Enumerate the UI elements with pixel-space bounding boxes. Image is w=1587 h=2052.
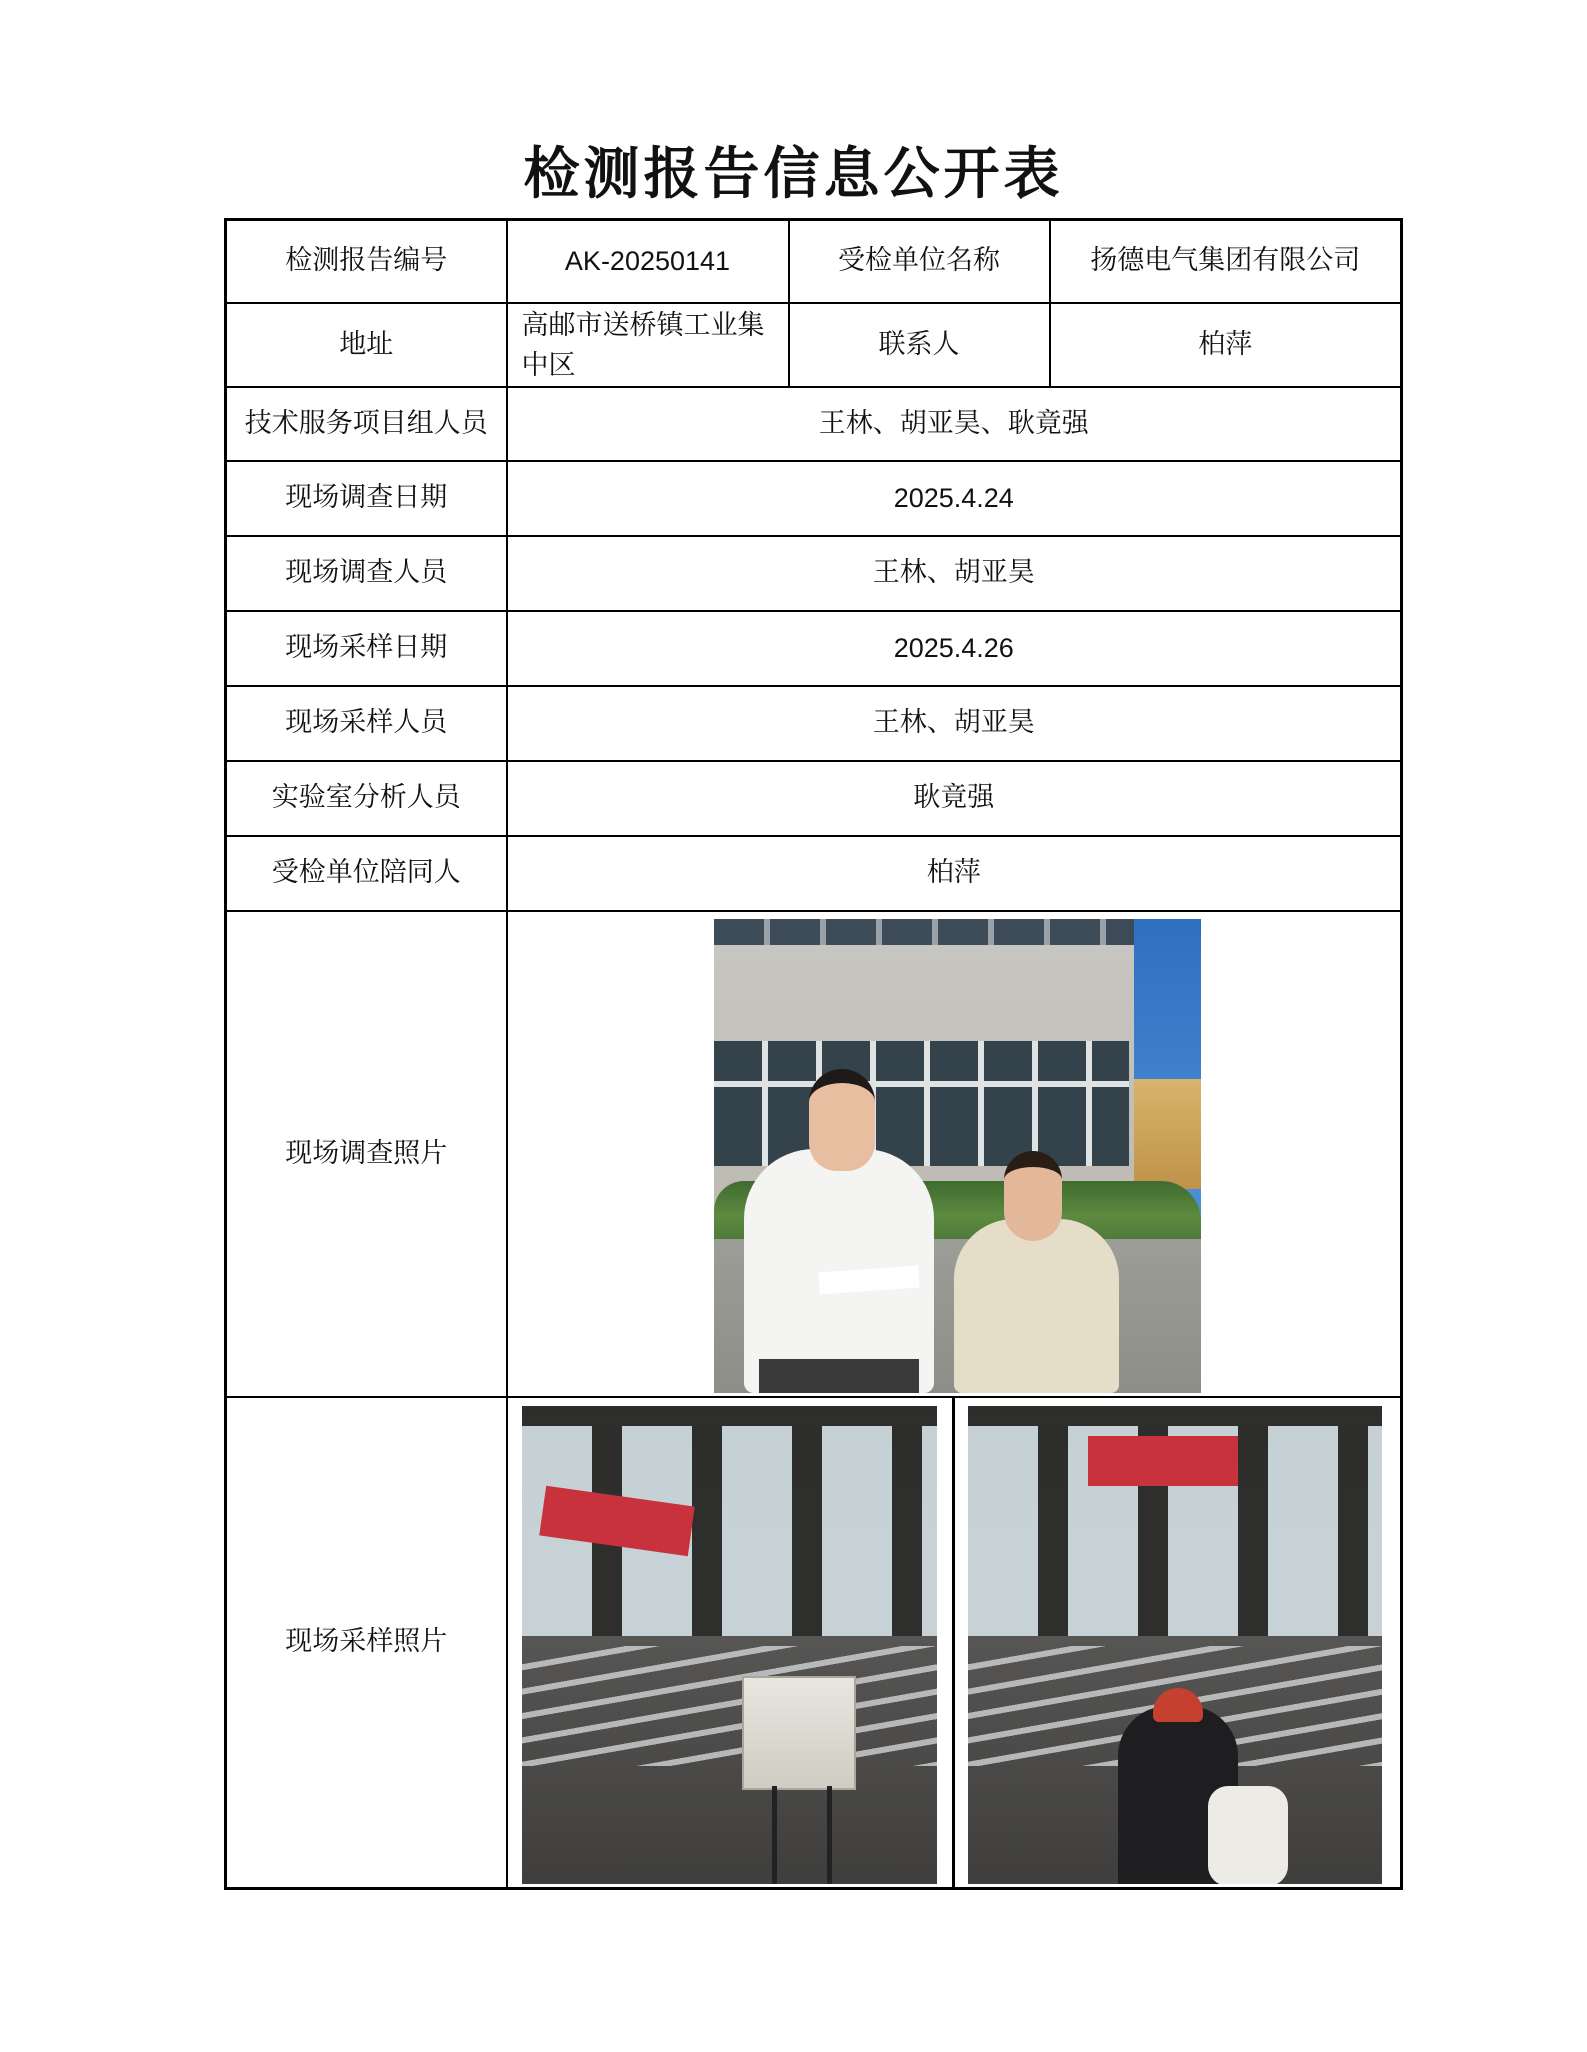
report-no-label: 检测报告编号 — [226, 220, 507, 303]
table-row-sampling-staff — [226, 686, 1402, 761]
report-no-value: AK-20250141 — [507, 220, 789, 303]
address-label: 地址 — [226, 303, 507, 387]
lab-staff-value: 耿竟强 — [507, 761, 1402, 836]
contact-value: 柏萍 — [1050, 303, 1402, 387]
escort-value: 柏萍 — [507, 836, 1402, 911]
survey-photo-cell — [507, 911, 1402, 1397]
photo-red-banner — [1088, 1436, 1238, 1486]
photo-person-man-pants — [759, 1359, 919, 1393]
page-title: 检测报告信息公开表 — [523, 141, 1064, 207]
project-team-label: 技术服务项目组人员 — [226, 387, 507, 461]
sampling-photo-2 — [968, 1406, 1382, 1884]
sampling-photo-label: 现场采样照片 — [226, 1397, 507, 1889]
photo-tripod — [772, 1786, 832, 1884]
lab-staff-label: 实验室分析人员 — [226, 761, 507, 836]
sampling-date-value: 2025.4.26 — [507, 611, 1402, 686]
inspected-unit-label: 受检单位名称 — [789, 220, 1050, 303]
escort-label: 受检单位陪同人 — [226, 836, 507, 911]
table-row-sampling-photo — [226, 1397, 1402, 1889]
photo-steel-poles — [522, 1646, 937, 1766]
photo-divider — [952, 1398, 955, 1888]
photo-person-woman — [954, 1219, 1119, 1393]
table-row-escort — [226, 836, 1402, 911]
survey-photo — [714, 919, 1201, 1393]
project-team-value: 王林、胡亚昊、耿竟强 — [507, 387, 1402, 461]
photo-sampling-instrument — [742, 1676, 856, 1790]
report-info-table — [224, 218, 1403, 1890]
table-row-project-team — [226, 387, 1402, 461]
sampling-photo-cell — [507, 1397, 1402, 1889]
table-row-report-no — [226, 220, 1402, 303]
inspected-unit-value: 扬德电气集团有限公司 — [1050, 220, 1402, 303]
contact-label: 联系人 — [789, 303, 1050, 387]
survey-staff-label: 现场调查人员 — [226, 536, 507, 611]
photo-far-building — [1134, 1079, 1201, 1189]
sampling-staff-label: 现场采样人员 — [226, 686, 507, 761]
survey-staff-value: 王林、胡亚昊 — [507, 536, 1402, 611]
sampling-photo-1 — [522, 1406, 937, 1884]
table-row-survey-date — [226, 461, 1402, 536]
table-row-sampling-date — [226, 611, 1402, 686]
table-row-address — [226, 303, 1402, 387]
photo-building-top-windows — [714, 919, 1134, 945]
table-row-survey-staff — [226, 536, 1402, 611]
table-row-lab-staff — [226, 761, 1402, 836]
sampling-staff-value: 王林、胡亚昊 — [507, 686, 1402, 761]
sampling-date-label: 现场采样日期 — [226, 611, 507, 686]
table-row-survey-photo — [226, 911, 1402, 1397]
survey-photo-label: 现场调查照片 — [226, 911, 507, 1397]
survey-date-label: 现场调查日期 — [226, 461, 507, 536]
address-value: 高邮市送桥镇工业集中区 — [507, 303, 789, 387]
photo-window-frame — [714, 1081, 1129, 1087]
photo-person-man-head — [809, 1069, 875, 1171]
photo-building-windows — [714, 1041, 1129, 1166]
photo-person-woman-head — [1004, 1151, 1062, 1241]
photo-sound-meter — [1208, 1786, 1288, 1884]
survey-date-value: 2025.4.24 — [507, 461, 1402, 536]
